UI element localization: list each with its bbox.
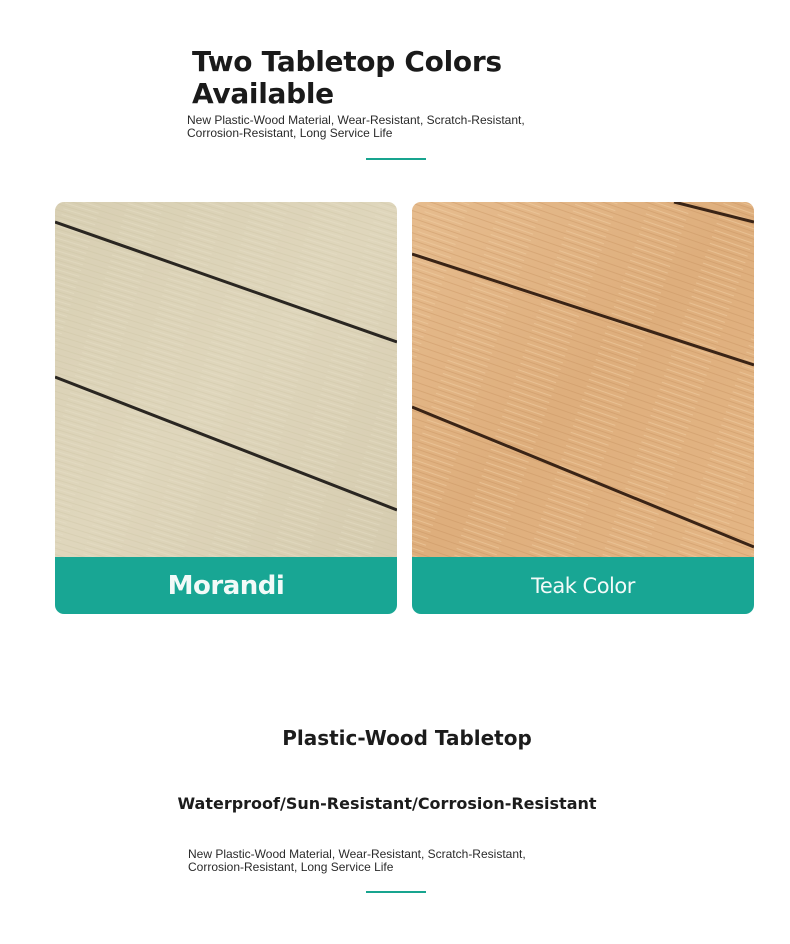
page-subtitle: New Plastic-Wood Material, Wear-Resistant, Scratch-Resistant, Corrosion-Resistant, Long Service Life — [187, 113, 525, 140]
swatch-label-teak: Teak Color — [531, 573, 635, 598]
page-title: Two Tabletop Colors Available — [192, 45, 502, 110]
swatch-label-morandi: Morandi — [167, 570, 285, 601]
teak-wood-texture — [412, 202, 754, 557]
morandi-wood-texture — [55, 202, 397, 557]
swatch-card-morandi — [55, 202, 397, 614]
section-subtitle: New Plastic-Wood Material, Wear-Resistant, Scratch-Resistant, Corrosion-Resistant, Long Service Life — [188, 847, 526, 874]
accent-divider — [366, 158, 426, 160]
section-title: Plastic-Wood Tabletop — [282, 726, 532, 750]
swatch-card-teak — [412, 202, 754, 614]
swatch-label-band — [55, 557, 397, 614]
features-heading: Waterproof/Sun-Resistant/Corrosion-Resistant — [177, 794, 597, 813]
swatch-label-band — [412, 557, 754, 614]
accent-divider — [366, 891, 426, 893]
